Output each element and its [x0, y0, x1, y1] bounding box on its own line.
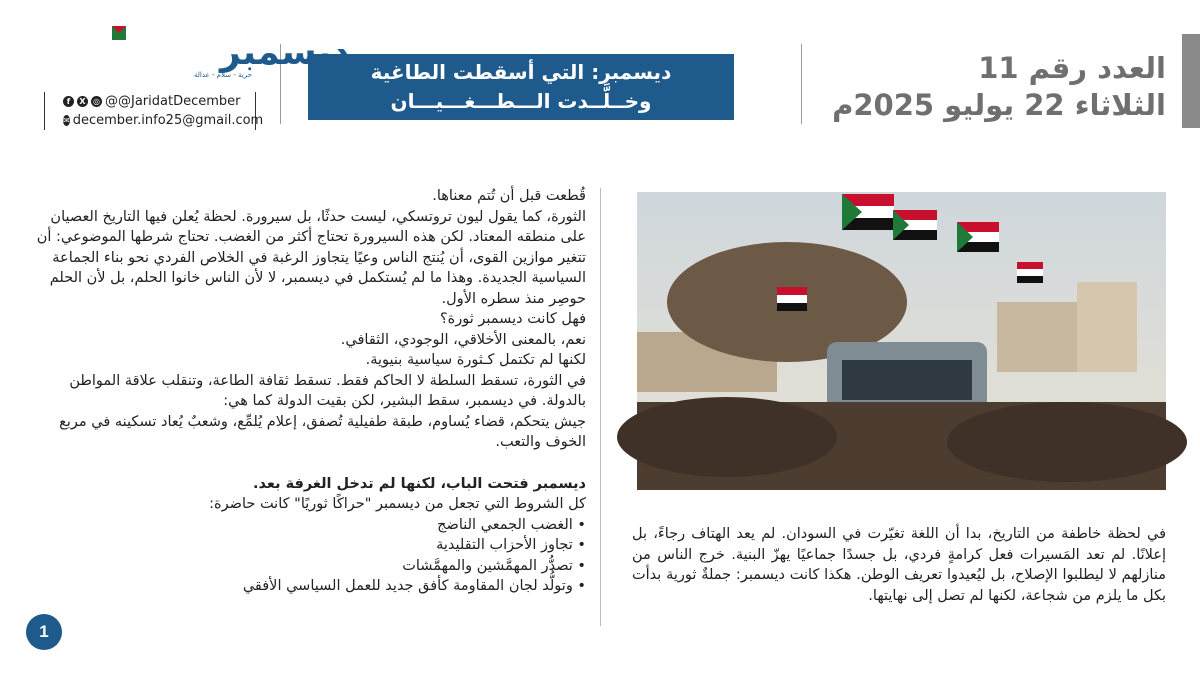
list-item: • تجاوز الأحزاب التقليدية — [26, 535, 586, 556]
headline-line1: ديسمبر: التي أسقطت الطاغية — [370, 60, 672, 84]
article-intro-column — [632, 524, 1166, 606]
body-paragraph-5: لكنها لم تكتمل كـثورة سياسية بنيوية. — [365, 352, 586, 368]
list-item: • الغضب الجمعي الناضج — [26, 515, 586, 536]
body-paragraph-6: في الثورة، تسقط السلطة لا الحاكم فقط. تسقط ثقافة الطاعة، وتنقلب علاقة المواطن بالدولة. في ديسمبر، سقط البشير، لكن بقيت الدولة كما هي: — [69, 372, 586, 409]
social-row — [63, 92, 255, 111]
list-item: • تصدُّر المهمَّشين والمهمَّشات — [26, 556, 586, 577]
email-icon: ✉ — [63, 116, 70, 125]
social-handle[interactable]: @@JaridatDecember — [105, 94, 241, 109]
section-subheading: ديسمبر فتحت الباب، لكنها لم تدخل الغرفة بعد. — [253, 475, 586, 492]
conditions-list — [26, 515, 586, 597]
headline-banner — [308, 54, 734, 120]
body-paragraph-4: نعم، بالمعنى الأخلاقي، الوجودي، الثقافي. — [340, 331, 586, 348]
body-paragraph-3: فهل كانت ديسمبر ثورة؟ — [439, 311, 586, 327]
newspaper-logo — [76, 24, 350, 80]
body-paragraph-2: الثورة، كما يقول ليون تروتسكي، ليست حدثًا، بل سيرورة. لحظة يُعلن فيها التاريخ العصيان على منطقه المعتاد. لكن هذه السيرورة تحتاج أكثر من الغضب. تحتاج شرطها الموضوعي: أن تتغير موازين القوى، أن يُنتج الناس وعيًا يتجاوز الرغبة في الخلاص الفردي نحو بناء الجماعة السياسية الجديدة. وهذا ما لم يُستكمل في ديسمبر، لا لأن الناس خانوا الحلم، بل لأن الحلم حوصِر منذ سطره الأول. — [36, 208, 586, 307]
page-number: 1 — [26, 614, 62, 650]
list-intro: كل الشروط التي تجعل من ديسمبر "حراكًا ثوريًا" كانت حاضرة: — [209, 496, 586, 512]
issue-info — [826, 50, 1166, 124]
headline-line2: وخــلَّــدت الـــطـــغـــيـــان — [390, 89, 652, 113]
x-icon[interactable]: X — [77, 96, 88, 107]
logo-mark-icon — [76, 24, 350, 80]
article-body-column — [26, 186, 586, 597]
contact-block — [44, 92, 264, 130]
header-divider-right — [801, 44, 802, 124]
facebook-icon[interactable]: f — [63, 96, 74, 107]
logo-tagline: حرية - سلام - عدالة — [194, 71, 252, 79]
list-item: • وتولُّد لجان المقاومة كأفق جديد للعمل السياسي الأفقي — [26, 576, 586, 597]
instagram-icon[interactable]: ◎ — [91, 96, 102, 107]
email-row — [63, 111, 264, 130]
column-divider — [600, 188, 601, 626]
email-address[interactable]: december.info25@gmail.com — [72, 113, 264, 128]
issue-number: العدد رقم 11 — [978, 51, 1166, 85]
body-paragraph-1: قُطعت قبل أن تُتم معناها. — [432, 188, 586, 204]
logo-wordmark: ديسمبر — [220, 32, 350, 73]
intro-paragraph: في لحظة خاطفة من التاريخ، بدا أن اللغة تغيّرت في السودان. لم يعد الهتاف رجاءً، بل إعلانًا. لم تعد المَسيرات فعل كرامةٍ فردي، بل جسدًا جماعيًا يهزّ البنية. خرج الناس من منازلهم لا ليطلبوا الإصلاح، بل ليُعيدوا تعريف الوطن. هكذا كانت ديسمبر: جملةٌ ثورية بدأت بكل ما يلزم من شجاعة، لكنها لم تصل إلى نهايتها. — [632, 526, 1166, 604]
body-paragraph-7: جيش يتحكم، قضاء يُساوم، طبقة طفيلية تُصفق، إعلام يُلمِّع، وشعبٌ يُعاد تسكينه في مربع الخوف والتعب. — [59, 413, 586, 450]
header-side-bar — [1182, 34, 1200, 128]
protest-train-photo — [637, 192, 1166, 490]
issue-date: الثلاثاء 22 يوليو 2025م — [832, 88, 1166, 122]
protest-photo-illustration — [637, 192, 1166, 490]
